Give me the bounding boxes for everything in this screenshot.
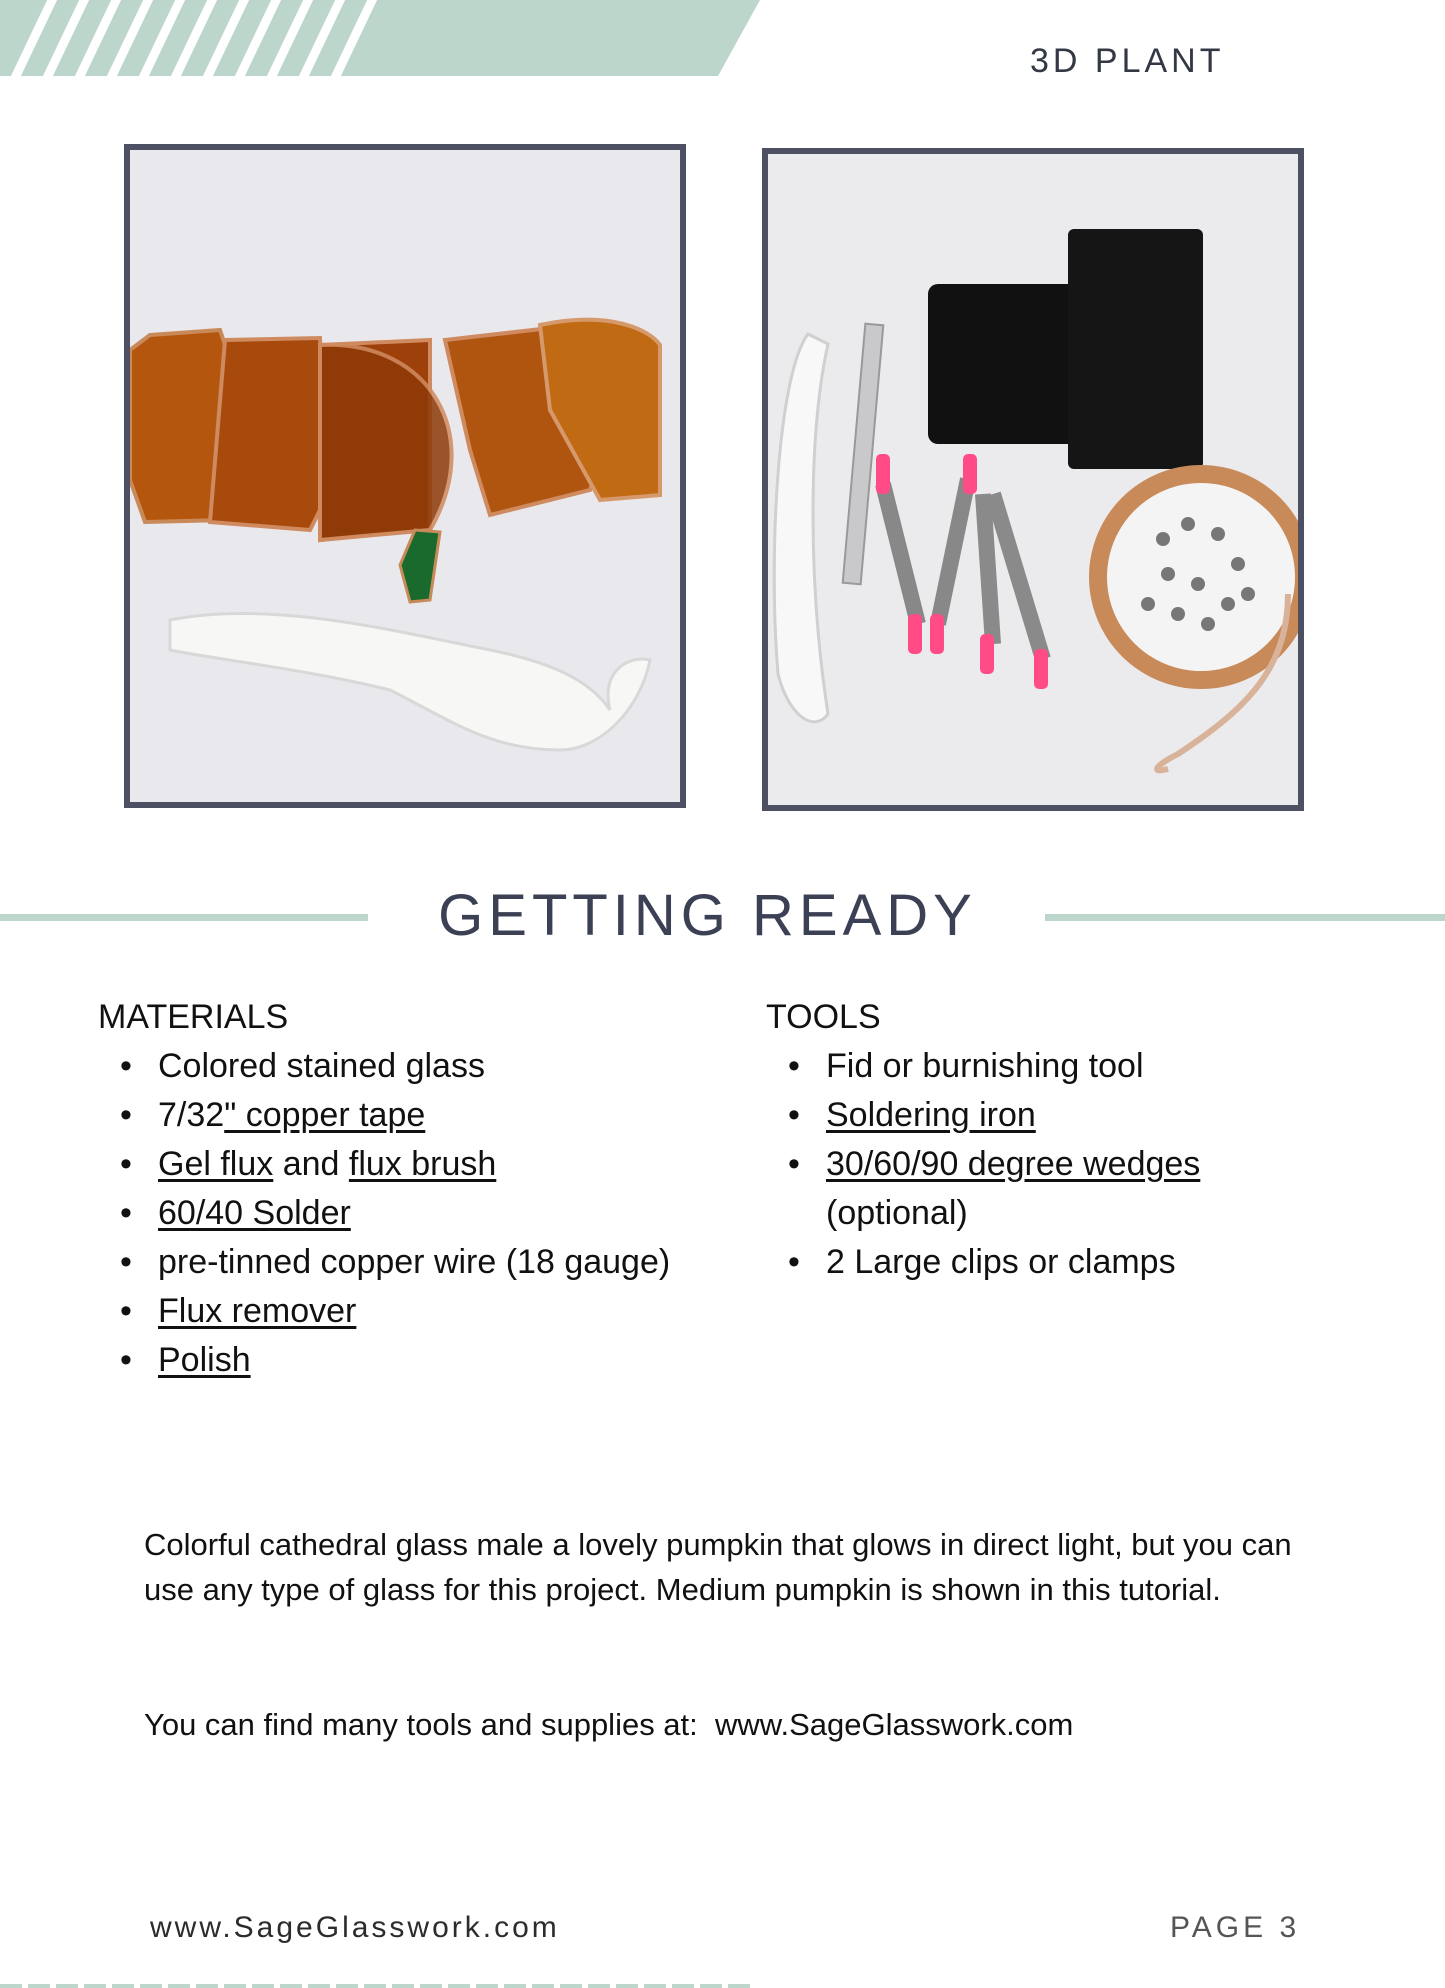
list-item: • 2 Large clips or clamps [826, 1238, 1406, 1287]
list-item: • pre-tinned copper wire (18 gauge) [158, 1238, 748, 1287]
list-item: • Colored stained glass [158, 1042, 748, 1091]
list-item [158, 1336, 748, 1385]
soldering-iron-link[interactable]: Soldering iron [826, 1096, 1036, 1134]
materials-list [98, 993, 748, 1385]
copper-tape-link[interactable]: " copper tape [224, 1096, 426, 1134]
description-paragraph: Colorful cathedral glass male a lovely pumpkin that glows in direct light, but you can use any type of glass for this project. Medium pumpkin is shown in this tutorial. [144, 1527, 1292, 1607]
materials-heading: MATERIALS [98, 998, 289, 1036]
tools-photo [762, 148, 1304, 811]
list-item: • Gel flux and flux brush [158, 1140, 748, 1189]
list-item: • Fid or burnishing tool [826, 1042, 1406, 1091]
wedges-link[interactable]: 30/60/90 degree wedges [826, 1145, 1201, 1183]
bottom-decoration [0, 1984, 750, 1988]
title-rule-right [1045, 914, 1445, 921]
footer-url: www.SageGlasswork.com [150, 1911, 560, 1944]
page-number: PAGE 3 [1170, 1911, 1301, 1944]
materials-photo [124, 144, 686, 808]
header-label: 3D PLANT [1030, 42, 1225, 80]
gel-flux-link[interactable]: Gel flux [158, 1145, 274, 1183]
supplies-line: You can find many tools and supplies at: www.SageGlasswork.com [144, 1707, 1074, 1742]
flux-remover-link[interactable]: Flux remover [158, 1292, 357, 1330]
list-item: • 30/60/90 degree wedges (optional) [826, 1140, 1406, 1238]
list-item [158, 1287, 748, 1336]
list-item [826, 1091, 1406, 1140]
tools-list [766, 993, 1406, 1287]
tools-heading: TOOLS [766, 998, 881, 1036]
polish-link[interactable]: Polish [158, 1341, 251, 1379]
list-item: • 7/32" copper tape [158, 1091, 748, 1140]
header-banner [0, 0, 760, 76]
title-rule-left [0, 914, 368, 921]
list-item [158, 1189, 748, 1238]
solder-link[interactable]: 60/40 Solder [158, 1194, 351, 1232]
flux-brush-link[interactable]: flux brush [348, 1145, 497, 1183]
section-title: GETTING READY [438, 883, 977, 948]
